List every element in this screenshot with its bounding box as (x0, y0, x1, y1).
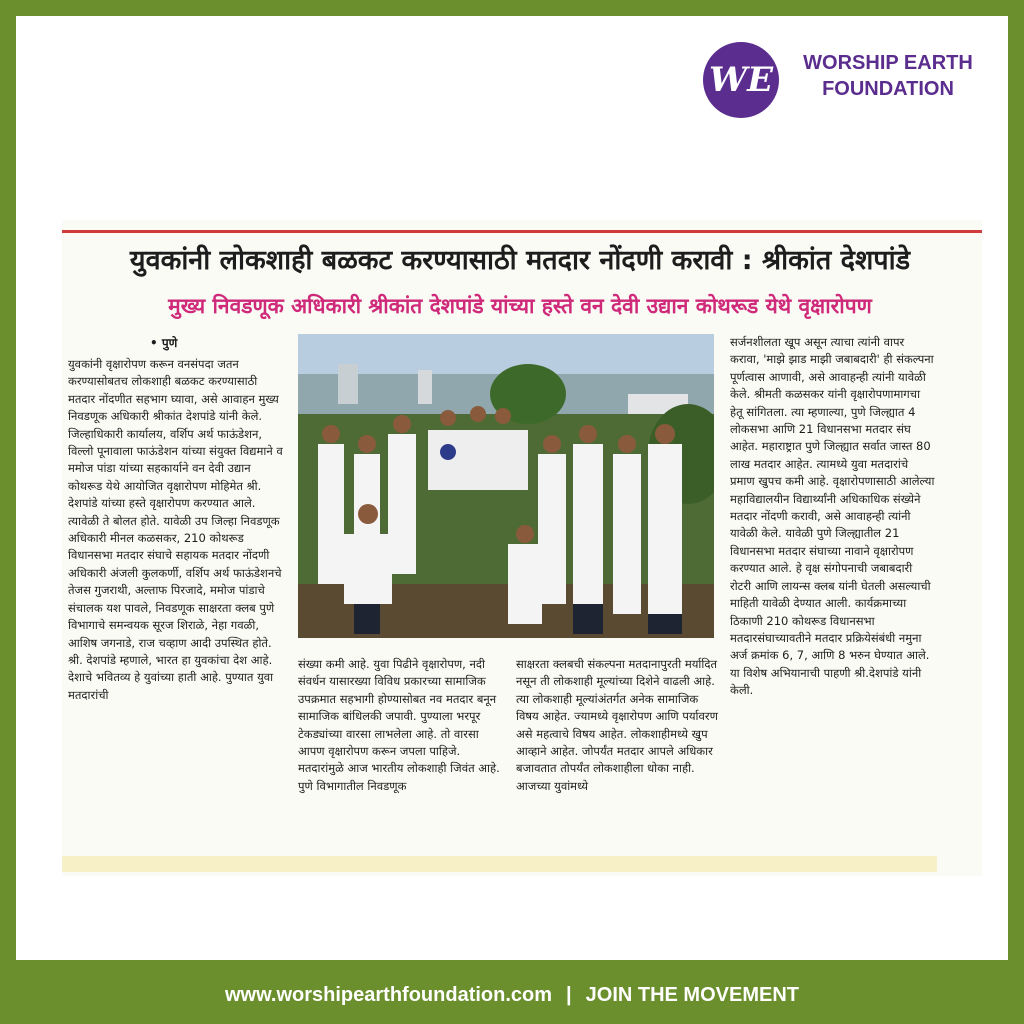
article-subhead: मुख्य निवडणूक अधिकारी श्रीकांत देशपांडे यांच्या हस्ते वन देवी उद्यान कोथरूड येथे वृक्षारोपण (168, 294, 872, 318)
headline-rule (62, 230, 982, 233)
logo-line-2: FOUNDATION (822, 78, 954, 100)
logo-mark: WE (703, 42, 779, 118)
logo-text (783, 50, 993, 102)
logo-line-1: WORSHIP EARTH (803, 52, 973, 74)
footer-separator: | (566, 984, 572, 1006)
foundation-logo (703, 40, 993, 120)
article-column-4: सर्जनशीलता खूप असून त्याचा त्यांनी वापर करावा, 'माझे झाड माझी जबाबदारी' ही संकल्पना पूर्णत्वास आणावी, असे आवाहन्ही त्यांनी यावेळी केले. श्रीमती कळसकर यांनी वृक्षारोपणामागचा हेतू सांगितला. त्या म्हणाल्या, पुणे जिल्ह्यात 4 लोकसभा आणि 21 विधानसभा मतदार संघ आहेत. महाराष्ट्रात पुणे जिल्ह्यात सर्वात जास्त 80 लाख मतदार आहेत. त्यामध्ये युवा मतदारांचे प्रमाण खुपच कमी आहे. वृक्षारोपणासाठी आलेल्या महाविद्यालयीन विद्यार्थ्यांनी अधिकाधिक संख्येने मतदार नोंदणी करावी, असे आवाहन्ही त्यांनी यावेळी केले. यावेळी पुणे जिल्ह्यातील 21 विधानसभा मतदार संघाच्या नावाने वृक्षारोपण करण्यात आले. हे वृक्ष संगोपनाची जबाबदारी रोटरी आणि लायन्स क्लब यांनी घेतली असल्याची माहिती यावेळी देण्यात आली. कार्यक्रमाच्या ठिकाणी 210 कोथरूड विधानसभा मतदारसंघाच्यावतीने मतदार प्रक्रियेसंबंधी नमुना अर्ज क्रमांक 6, 7, आणि 8 भरुन घेण्यात आले. या विशेष अभियानाची पाहणी श्री.देशपांडे यांनी केली. (730, 335, 935, 698)
article-column-2: संख्या कमी आहे. युवा पिढीने वृक्षारोपण, नदी संवर्धन यासारख्या विविध प्रकारच्या सामाजिक उपक्रमात सहभागी होण्यासोबत नव मतदार बनून सामाजिक बांधिलकी जपावी. पुण्याला भरपूर टेकड्यांच्या वारसा लाभलेला आहे. तो वारसा आपण वृक्षारोपण करून जपला पाहिजे. मतदारांमुळे आज भारतीय लोकशाही जिवंत आहे. पुणे विभागातील निवडणूक (298, 657, 500, 793)
footer-url[interactable]: www.worshipearthfoundation.com (224, 984, 553, 1006)
event-photo (298, 334, 714, 638)
article-column-1: युवकांनी वृक्षारोपण करून वनसंपदा जतन करण्यासोबतच लोकशाही बळकट करण्यासाठी मतदार नोंदणीत सहभाग घ्यावा, असे आवाहन मुख्य निवडणूक अधिकारी श्रीकांत देशपांडे यांनी केले. जिल्हाधिकारी कार्यालय, वर्शिप अर्थ फाऊंडेशन, विल्लो पूनावाला फाऊंडेशन यांच्या संयुक्त विद्यमाने व ममोज पांडा यांच्या सहकार्याने वन देवी उद्यान कोथरूड येथे आयोजित वृक्षारोपण मोहिमेत श्री. देशपांडे यांच्या हस्ते वृक्षारोपण करण्यात आले. त्यावेळी ते बोलत होते. यावेळी उप जिल्हा निवडणूक अधिकारी मीनल कळसकर, 210 कोथरूड विधानसभा मतदार संघाचे सहायक मतदार नोंदणी अधिकारी अंजली कुलकर्णी, वर्शिप अर्थ फाऊंडेशनचे तेजस गुजराथी, अल्ताफ पिरजादे, ममोज पांडाचे संचालक यश पावले, निवडणूक साक्षरता क्लब पुणे विभागाचे समन्वयक सूरज शिराळे, नेहा गवळी, आशिष जगनाडे, राज चव्हाण आदी उपस्थित होते. श्री. देशपांडे म्हणाले, भारत हा युवकांचा देश आहे. देशाचे भवितव्य हे युवांच्या हाती आहे. पुण्यात युवा मतदारांची (68, 357, 283, 702)
dateline: • पुणे (150, 336, 178, 350)
article-column-3: साक्षरता क्लबची संकल्पना मतदानापुरती मर्यादित नसून ती लोकशाही मूल्यांच्या दिशेने वाढली आहे. त्या लोकशाही मूल्यांअंतर्गत अनेक सामाजिक विषय आहेत. ज्यामध्ये वृक्षारोपण आणि पर्यावरण असे महत्वाचे विषय आहेत. लोकशाहीमध्ये खुप आव्हाने आहेत. जोपर्यंत मतदार आपले अधिकार बजावतात तोपर्यंत लोकशाहीला धोका नाही. आजच्या युवांमध्ये (516, 657, 718, 793)
footer-banner (0, 972, 1024, 1018)
clipping-bottom-strip (62, 856, 937, 872)
footer-cta[interactable]: JOIN THE MOVEMENT (585, 984, 799, 1006)
article-headline: युवकांनी लोकशाही बळकट करण्यासाठी मतदार नोंदणी करावी : श्रीकांत देशपांडे (129, 245, 911, 276)
